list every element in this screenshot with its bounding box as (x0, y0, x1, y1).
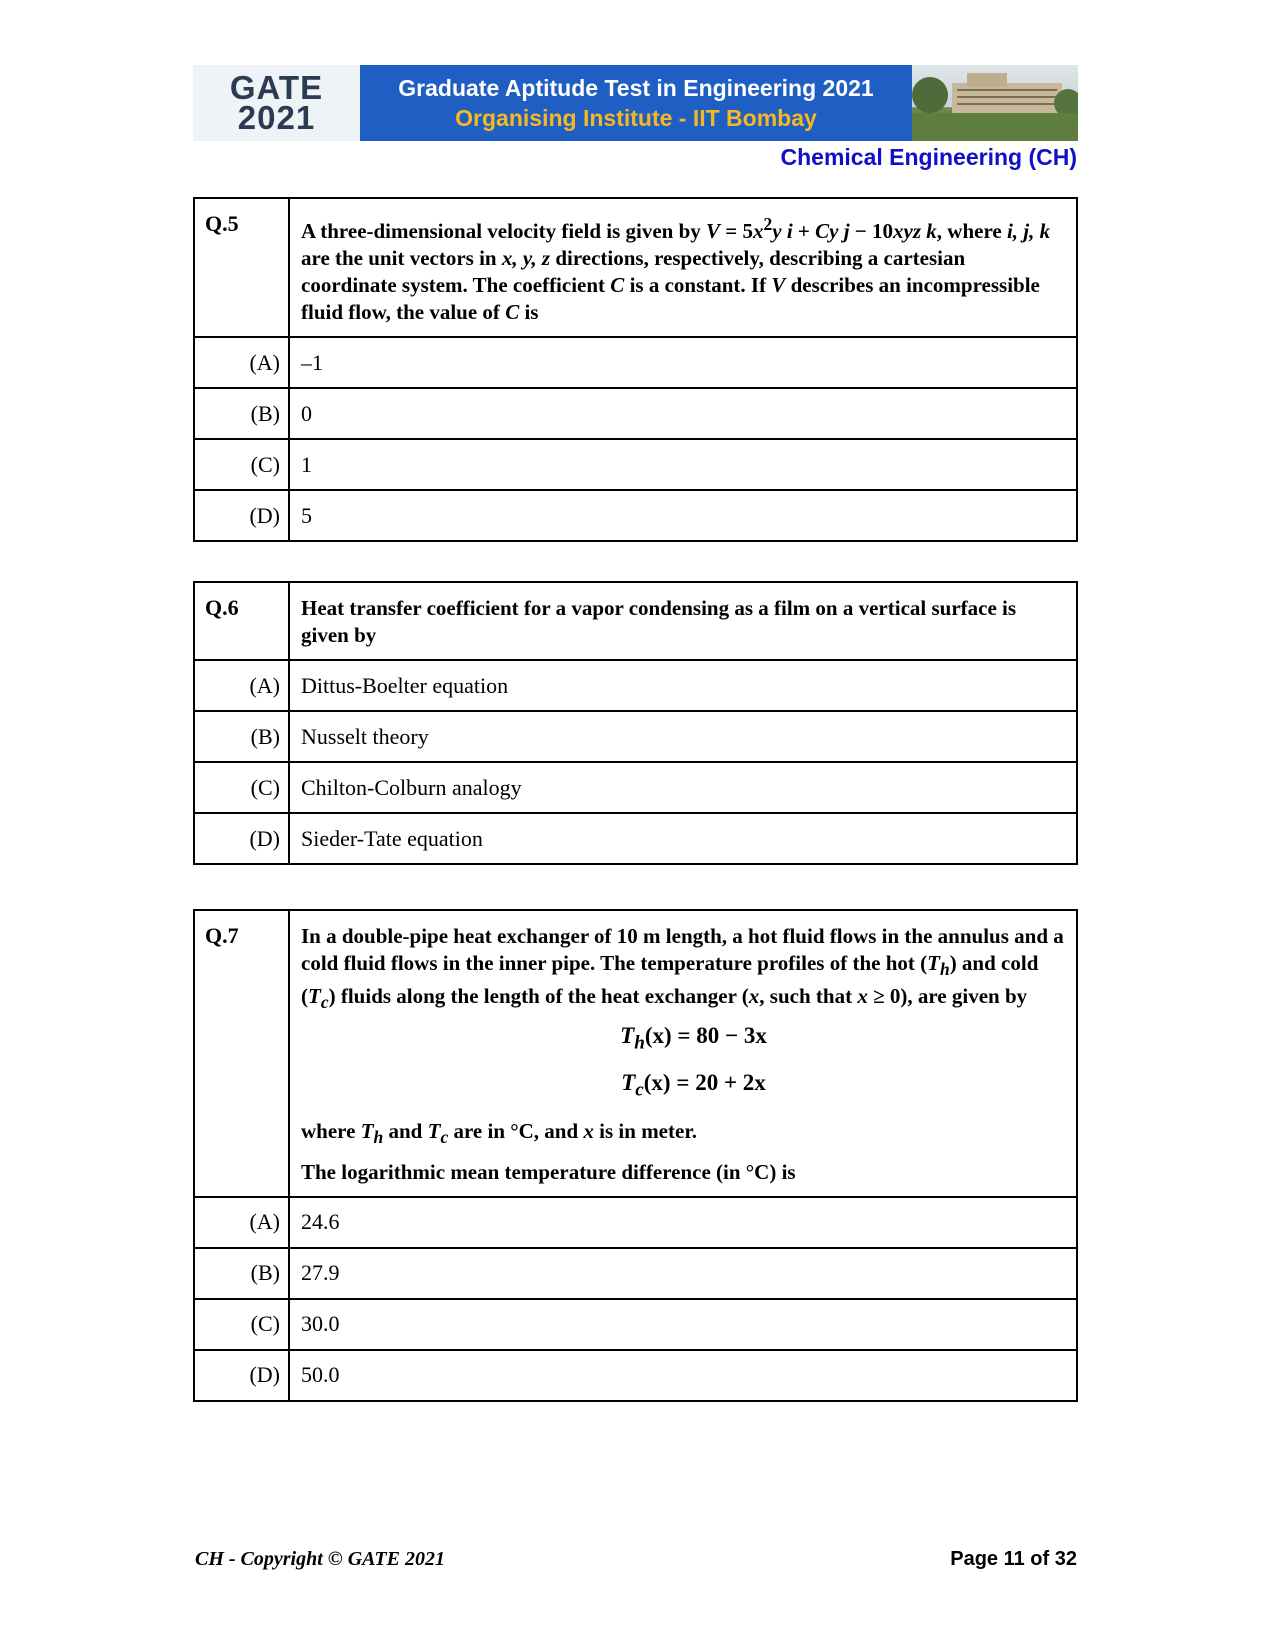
option-b (194, 711, 1077, 762)
option-text: 24.6 (289, 1197, 1077, 1248)
option-label: (C) (194, 439, 289, 490)
question-text: A three-dimensional velocity field is given by $V = 5x^2y$ i + Cy j − 10xyz k, where i, j, k are the unit vectors in x, y, z directions, respectively, describing a cartesian coordinate system. The coefficient C is a constant. If V describes an incompressible fluid flow, the value of C is (289, 198, 1077, 337)
question-number: Q.6 (194, 582, 289, 660)
question-text (289, 910, 1077, 1197)
option-a (194, 1197, 1077, 1248)
copyright-footer: CH - Copyright © GATE 2021 (195, 1548, 445, 1570)
option-b (194, 1248, 1077, 1299)
option-label: (A) (194, 660, 289, 711)
option-label: (B) (194, 388, 289, 439)
subject-heading: Chemical Engineering (CH) (780, 144, 1077, 170)
question-text: Heat transfer coefficient for a vapor condensing as a film on a vertical surface is given by (289, 582, 1077, 660)
banner-title (360, 65, 912, 141)
gate-logo (193, 65, 360, 141)
equation-hot: $T_h(x) = 80 - 3x$ (620, 1023, 767, 1054)
option-d (194, 813, 1077, 864)
campus-photo (912, 65, 1078, 141)
option-text: 30.0 (289, 1299, 1077, 1350)
option-text: 0 (289, 388, 1077, 439)
page-number: Page 11 of 32 (950, 1548, 1077, 1570)
units-note: where $T_h$ and $T_c$ are in °C, and x is in meter. (301, 1118, 697, 1147)
option-label: (A) (194, 337, 289, 388)
option-a (194, 337, 1077, 388)
logo-text-year: 2021 (237, 99, 316, 136)
header-banner (193, 65, 1078, 141)
option-label: (D) (194, 813, 289, 864)
option-b (194, 388, 1077, 439)
question-number: Q.7 (194, 910, 289, 1197)
question-7 (193, 909, 1078, 1402)
option-text: 5 (289, 490, 1077, 541)
option-label: (B) (194, 1248, 289, 1299)
option-c (194, 439, 1077, 490)
option-a (194, 660, 1077, 711)
option-label: (C) (194, 762, 289, 813)
question-6 (193, 581, 1078, 865)
option-text: Dittus-Boelter equation (289, 660, 1077, 711)
option-text: –1 (289, 337, 1077, 388)
option-c (194, 1299, 1077, 1350)
option-text: 50.0 (289, 1350, 1077, 1401)
logo-text-gate: GATE (229, 69, 324, 106)
option-d (194, 1350, 1077, 1401)
option-c (194, 762, 1077, 813)
option-d (194, 490, 1077, 541)
question-prompt: The logarithmic mean temperature difference (in °C) is (301, 1159, 796, 1184)
option-label: (C) (194, 1299, 289, 1350)
exam-title: Graduate Aptitude Test in Engineering 2021 (398, 75, 874, 101)
option-text: Chilton-Colburn analogy (289, 762, 1077, 813)
option-label: (D) (194, 1350, 289, 1401)
option-text: 1 (289, 439, 1077, 490)
option-label: (B) (194, 711, 289, 762)
equation-cold: $T_c(x) = 20 + 2x$ (621, 1069, 766, 1101)
option-text: Nusselt theory (289, 711, 1077, 762)
question-5 (193, 197, 1078, 542)
option-text: Sieder-Tate equation (289, 813, 1077, 864)
question-number: Q.5 (194, 198, 289, 337)
option-text: 27.9 (289, 1248, 1077, 1299)
question-intro: In a double-pipe heat exchanger of 10 m length, a hot fluid flows in the annulus and a cold fluid flows in the inner pipe. The temperature profiles of the hot $(T_h)$ and cold $(T_c)$ fluids along the length of the heat exchanger (x, such that x ≥ 0), are given by (301, 924, 1064, 1013)
option-label: (D) (194, 490, 289, 541)
organising-institute: Organising Institute - IIT Bombay (455, 105, 817, 131)
option-label: (A) (194, 1197, 289, 1248)
